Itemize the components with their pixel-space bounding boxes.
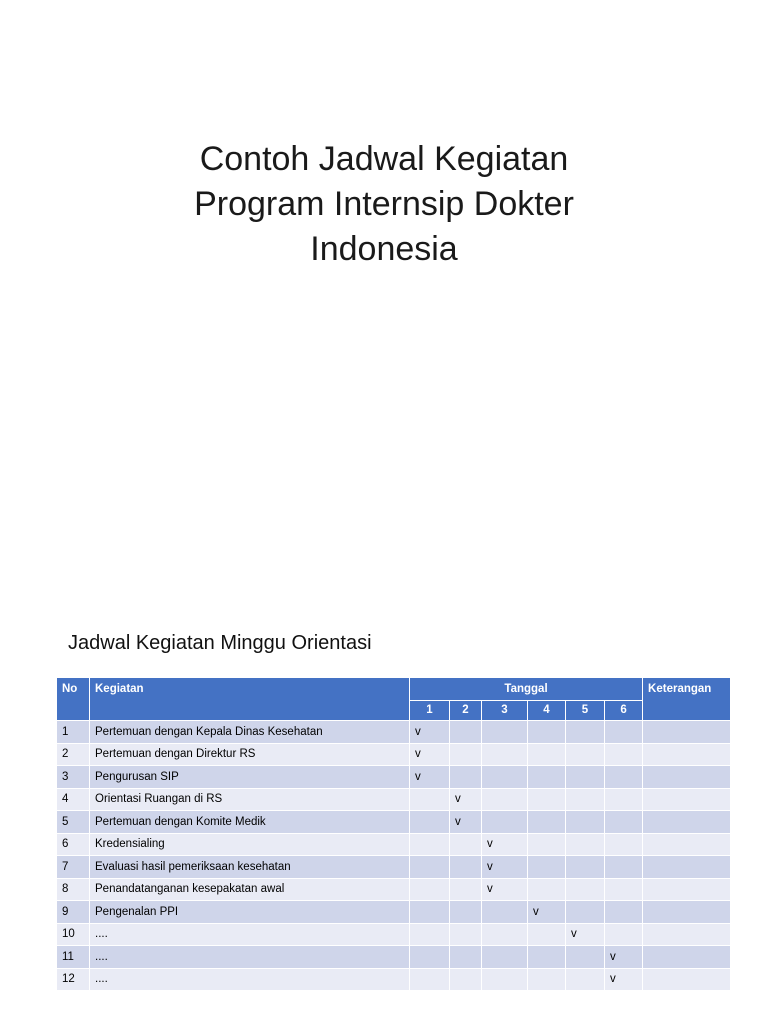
row-no: 4: [57, 788, 90, 811]
row-day-3-mark: [482, 721, 528, 744]
row-day-3-mark: [482, 946, 528, 969]
row-kegiatan: Kredensialing: [90, 833, 410, 856]
row-day-5-mark: [566, 878, 605, 901]
row-no: 1: [57, 721, 90, 744]
header-tanggal: Tanggal: [410, 678, 643, 701]
header-day-4: 4: [528, 701, 566, 721]
row-day-3-mark: [482, 788, 528, 811]
row-kegiatan: ....: [90, 968, 410, 991]
row-day-3-mark: v: [482, 833, 528, 856]
row-no: 5: [57, 811, 90, 834]
row-keterangan: [643, 856, 731, 879]
row-day-1-mark: [410, 946, 450, 969]
row-day-3-mark: v: [482, 878, 528, 901]
row-kegiatan: Penandatanganan kesepakatan awal: [90, 878, 410, 901]
table-row: [57, 811, 731, 834]
row-kegiatan: Pertemuan dengan Komite Medik: [90, 811, 410, 834]
row-day-1-mark: v: [410, 766, 450, 789]
row-day-5-mark: [566, 833, 605, 856]
row-day-3-mark: [482, 811, 528, 834]
row-day-6-mark: [605, 856, 643, 879]
page-title: [0, 137, 768, 272]
row-day-5-mark: [566, 721, 605, 744]
header-kegiatan: Kegiatan: [90, 678, 410, 721]
row-day-3-mark: v: [482, 856, 528, 879]
table-row: [57, 788, 731, 811]
title-line-3: Indonesia: [310, 230, 458, 268]
row-kegiatan: Pengenalan PPI: [90, 901, 410, 924]
row-day-2-mark: [450, 743, 482, 766]
table-row: [57, 946, 731, 969]
row-keterangan: [643, 923, 731, 946]
row-day-4-mark: [528, 923, 566, 946]
row-keterangan: [643, 811, 731, 834]
row-day-2-mark: [450, 968, 482, 991]
row-day-4-mark: [528, 743, 566, 766]
row-day-4-mark: [528, 878, 566, 901]
row-day-2-mark: [450, 721, 482, 744]
row-kegiatan: ....: [90, 946, 410, 969]
table-row: [57, 856, 731, 879]
header-day-2: 2: [450, 701, 482, 721]
header-day-3: 3: [482, 701, 528, 721]
row-day-6-mark: [605, 766, 643, 789]
row-no: 3: [57, 766, 90, 789]
row-day-1-mark: [410, 833, 450, 856]
row-day-4-mark: [528, 766, 566, 789]
table-row: [57, 878, 731, 901]
row-day-5-mark: [566, 788, 605, 811]
header-day-6: 6: [605, 701, 643, 721]
row-kegiatan: Orientasi Ruangan di RS: [90, 788, 410, 811]
row-day-2-mark: [450, 878, 482, 901]
row-no: 6: [57, 833, 90, 856]
row-keterangan: [643, 766, 731, 789]
row-keterangan: [643, 968, 731, 991]
row-day-4-mark: [528, 788, 566, 811]
row-day-5-mark: v: [566, 923, 605, 946]
table-row: [57, 923, 731, 946]
row-no: 12: [57, 968, 90, 991]
row-day-6-mark: v: [605, 946, 643, 969]
row-kegiatan: Evaluasi hasil pemeriksaan kesehatan: [90, 856, 410, 879]
table-header-row: [57, 678, 731, 701]
row-day-5-mark: [566, 811, 605, 834]
row-keterangan: [643, 788, 731, 811]
row-no: 8: [57, 878, 90, 901]
row-day-2-mark: v: [450, 811, 482, 834]
row-day-4-mark: [528, 721, 566, 744]
row-day-2-mark: [450, 766, 482, 789]
row-day-1-mark: [410, 923, 450, 946]
row-day-3-mark: [482, 923, 528, 946]
row-keterangan: [643, 878, 731, 901]
row-kegiatan: ....: [90, 923, 410, 946]
title-line-2: Program Internsip Dokter: [194, 185, 574, 223]
row-day-2-mark: [450, 946, 482, 969]
row-kegiatan: Pengurusan SIP: [90, 766, 410, 789]
row-day-4-mark: [528, 968, 566, 991]
row-day-6-mark: [605, 901, 643, 924]
row-keterangan: [643, 721, 731, 744]
header-day-5: 5: [566, 701, 605, 721]
row-day-6-mark: [605, 923, 643, 946]
row-day-2-mark: [450, 856, 482, 879]
table-row: [57, 833, 731, 856]
row-day-5-mark: [566, 968, 605, 991]
row-keterangan: [643, 946, 731, 969]
header-day-1: 1: [410, 701, 450, 721]
title-line-1: Contoh Jadwal Kegiatan: [199, 140, 569, 178]
row-kegiatan: Pertemuan dengan Kepala Dinas Kesehatan: [90, 721, 410, 744]
row-day-6-mark: [605, 811, 643, 834]
row-day-1-mark: [410, 878, 450, 901]
row-day-3-mark: [482, 743, 528, 766]
row-day-2-mark: [450, 833, 482, 856]
row-day-5-mark: [566, 766, 605, 789]
row-day-1-mark: v: [410, 721, 450, 744]
row-no: 2: [57, 743, 90, 766]
row-day-3-mark: [482, 766, 528, 789]
row-keterangan: [643, 833, 731, 856]
row-day-6-mark: [605, 878, 643, 901]
row-day-1-mark: [410, 811, 450, 834]
row-day-1-mark: [410, 901, 450, 924]
table-row: [57, 743, 731, 766]
row-day-6-mark: v: [605, 968, 643, 991]
row-day-1-mark: [410, 788, 450, 811]
table-row: [57, 766, 731, 789]
row-kegiatan: Pertemuan dengan Direktur RS: [90, 743, 410, 766]
row-no: 10: [57, 923, 90, 946]
header-keterangan: Keterangan: [643, 678, 731, 721]
row-day-5-mark: [566, 856, 605, 879]
row-no: 9: [57, 901, 90, 924]
row-keterangan: [643, 743, 731, 766]
row-day-4-mark: [528, 946, 566, 969]
row-day-4-mark: [528, 833, 566, 856]
header-no: No: [57, 678, 90, 721]
table-body: [57, 721, 731, 991]
row-no: 11: [57, 946, 90, 969]
row-keterangan: [643, 901, 731, 924]
row-day-2-mark: v: [450, 788, 482, 811]
table-row: [57, 901, 731, 924]
row-day-2-mark: [450, 901, 482, 924]
row-day-2-mark: [450, 923, 482, 946]
row-day-4-mark: v: [528, 901, 566, 924]
row-day-6-mark: [605, 833, 643, 856]
row-day-5-mark: [566, 743, 605, 766]
row-no: 7: [57, 856, 90, 879]
row-day-4-mark: [528, 811, 566, 834]
table-row: [57, 968, 731, 991]
row-day-3-mark: [482, 968, 528, 991]
row-day-1-mark: [410, 856, 450, 879]
row-day-6-mark: [605, 788, 643, 811]
row-day-4-mark: [528, 856, 566, 879]
schedule-table: [56, 677, 731, 991]
row-day-6-mark: [605, 721, 643, 744]
section-subtitle: Jadwal Kegiatan Minggu Orientasi: [68, 632, 372, 654]
table-row: [57, 721, 731, 744]
row-day-1-mark: [410, 968, 450, 991]
row-day-3-mark: [482, 901, 528, 924]
row-day-1-mark: v: [410, 743, 450, 766]
row-day-5-mark: [566, 901, 605, 924]
row-day-5-mark: [566, 946, 605, 969]
row-day-6-mark: [605, 743, 643, 766]
